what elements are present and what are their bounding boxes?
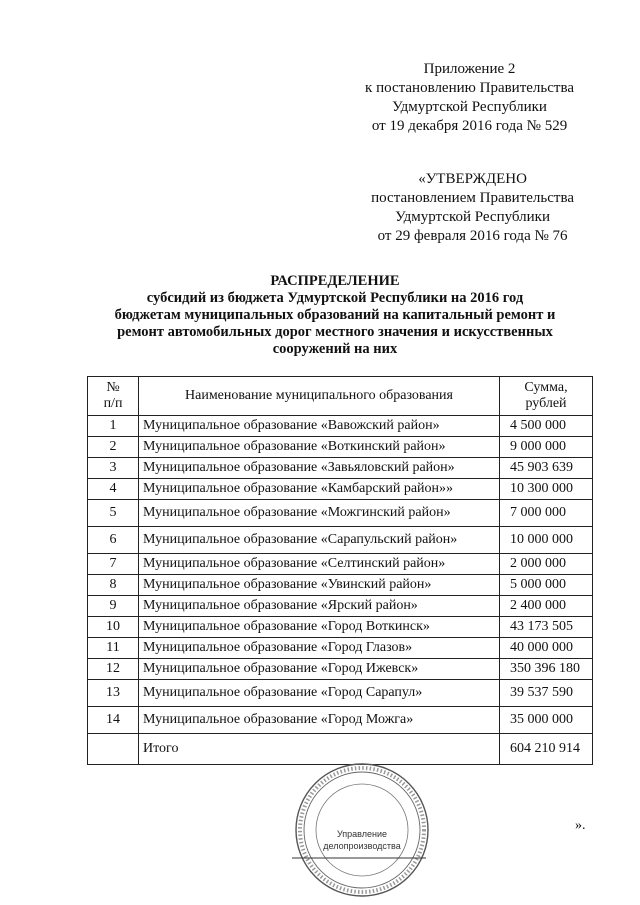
row-sum: 2 000 000 — [500, 554, 593, 575]
table-row — [88, 527, 593, 554]
table-row — [88, 458, 593, 479]
row-name: Муниципальное образование «Селтинский район» — [139, 554, 500, 575]
row-name: Муниципальное образование «Завьяловский район» — [139, 458, 500, 479]
appendix-line-4: от 19 декабря 2016 года № 529 — [371, 118, 568, 134]
table-row — [88, 596, 593, 617]
row-num: 6 — [88, 527, 139, 554]
row-num: 14 — [88, 707, 139, 734]
row-name: Муниципальное образование «Город Можга» — [139, 707, 500, 734]
row-sum: 45 903 639 — [500, 458, 593, 479]
appendix-line-3: Удмуртской Республики — [392, 99, 547, 115]
closing-quote: ». — [575, 818, 586, 833]
title-line-2: бюджетам муниципальных образований на капитальный ремонт и — [114, 307, 556, 323]
row-num: 13 — [88, 680, 139, 707]
appendix-block — [365, 60, 574, 136]
row-sum: 350 396 180 — [500, 659, 593, 680]
total-sum: 604 210 914 — [500, 734, 593, 765]
row-num: 2 — [88, 437, 139, 458]
row-sum: 10 000 000 — [500, 527, 593, 554]
table-row — [88, 617, 593, 638]
table-row — [88, 479, 593, 500]
subsidy-table — [87, 376, 593, 765]
header-num-line-1: № — [106, 380, 120, 395]
header-name: Наименование муниципального образования — [139, 377, 500, 416]
stamp-line-2: делопроизводства — [323, 841, 401, 851]
row-sum: 43 173 505 — [500, 617, 593, 638]
table-row — [88, 659, 593, 680]
row-num: 3 — [88, 458, 139, 479]
table-row — [88, 500, 593, 527]
row-name: Муниципальное образование «Воткинский район» — [139, 437, 500, 458]
table-row — [88, 437, 593, 458]
approved-line-3: Удмуртской Республики — [395, 209, 551, 225]
title-line-4: сооружений на них — [272, 341, 398, 357]
row-sum: 4 500 000 — [500, 416, 593, 437]
row-num: 8 — [88, 575, 139, 596]
header-num-line-2: п/п — [103, 396, 123, 411]
row-sum: 35 000 000 — [500, 707, 593, 734]
total-label: Итого — [139, 734, 500, 765]
row-name: Муниципальное образование «Ярский район» — [139, 596, 500, 617]
row-num: 11 — [88, 638, 139, 659]
row-num: 10 — [88, 617, 139, 638]
row-sum: 2 400 000 — [500, 596, 593, 617]
table-header-row — [88, 377, 593, 416]
appendix-line-1: Приложение 2 — [423, 61, 516, 77]
appendix-line-2: к постановлению Правительства — [365, 80, 574, 96]
stamp-line-1: Управление — [336, 829, 388, 839]
row-name: Муниципальное образование «Город Сарапул» — [139, 680, 500, 707]
header-sum — [500, 377, 593, 416]
row-name: Муниципальное образование «Камбарский район»» — [139, 479, 500, 500]
header-sum-line-1: Сумма, — [524, 380, 568, 395]
document-title — [100, 273, 570, 358]
row-sum: 5 000 000 — [500, 575, 593, 596]
row-name: Муниципальное образование «Город Глазов» — [139, 638, 500, 659]
approved-line-2: постановлением Правительства — [371, 190, 574, 206]
office-stamp — [292, 760, 432, 900]
approved-block — [371, 170, 574, 246]
row-num: 7 — [88, 554, 139, 575]
row-sum: 7 000 000 — [500, 500, 593, 527]
table-row — [88, 554, 593, 575]
table-row — [88, 680, 593, 707]
row-name: Муниципальное образование «Увинский район» — [139, 575, 500, 596]
title-line-3: ремонт автомобильных дорог местного значения и искусственных — [117, 324, 553, 340]
row-sum: 9 000 000 — [500, 437, 593, 458]
approved-line-1: «УТВЕРЖДЕНО — [418, 171, 527, 187]
header-num — [88, 377, 139, 416]
row-num: 9 — [88, 596, 139, 617]
row-sum: 10 300 000 — [500, 479, 593, 500]
row-name: Муниципальное образование «Город Ижевск» — [139, 659, 500, 680]
row-num: 4 — [88, 479, 139, 500]
row-sum: 40 000 000 — [500, 638, 593, 659]
table-row — [88, 416, 593, 437]
row-name: Муниципальное образование «Можгинский район» — [139, 500, 500, 527]
row-num: 5 — [88, 500, 139, 527]
header-sum-line-2: рублей — [525, 396, 567, 411]
total-num — [88, 734, 139, 765]
row-name: Муниципальное образование «Город Воткинск» — [139, 617, 500, 638]
table-row — [88, 638, 593, 659]
row-num: 1 — [88, 416, 139, 437]
title-heading: РАСПРЕДЕЛЕНИЕ — [270, 273, 400, 289]
row-name: Муниципальное образование «Вавожский район» — [139, 416, 500, 437]
row-sum: 39 537 590 — [500, 680, 593, 707]
row-num: 12 — [88, 659, 139, 680]
table-row — [88, 707, 593, 734]
row-name: Муниципальное образование «Сарапульский район» — [139, 527, 500, 554]
approved-line-4: от 29 февраля 2016 года № 76 — [377, 228, 568, 244]
title-line-1: субсидий из бюджета Удмуртской Республики на 2016 год — [146, 290, 524, 306]
table-row — [88, 575, 593, 596]
